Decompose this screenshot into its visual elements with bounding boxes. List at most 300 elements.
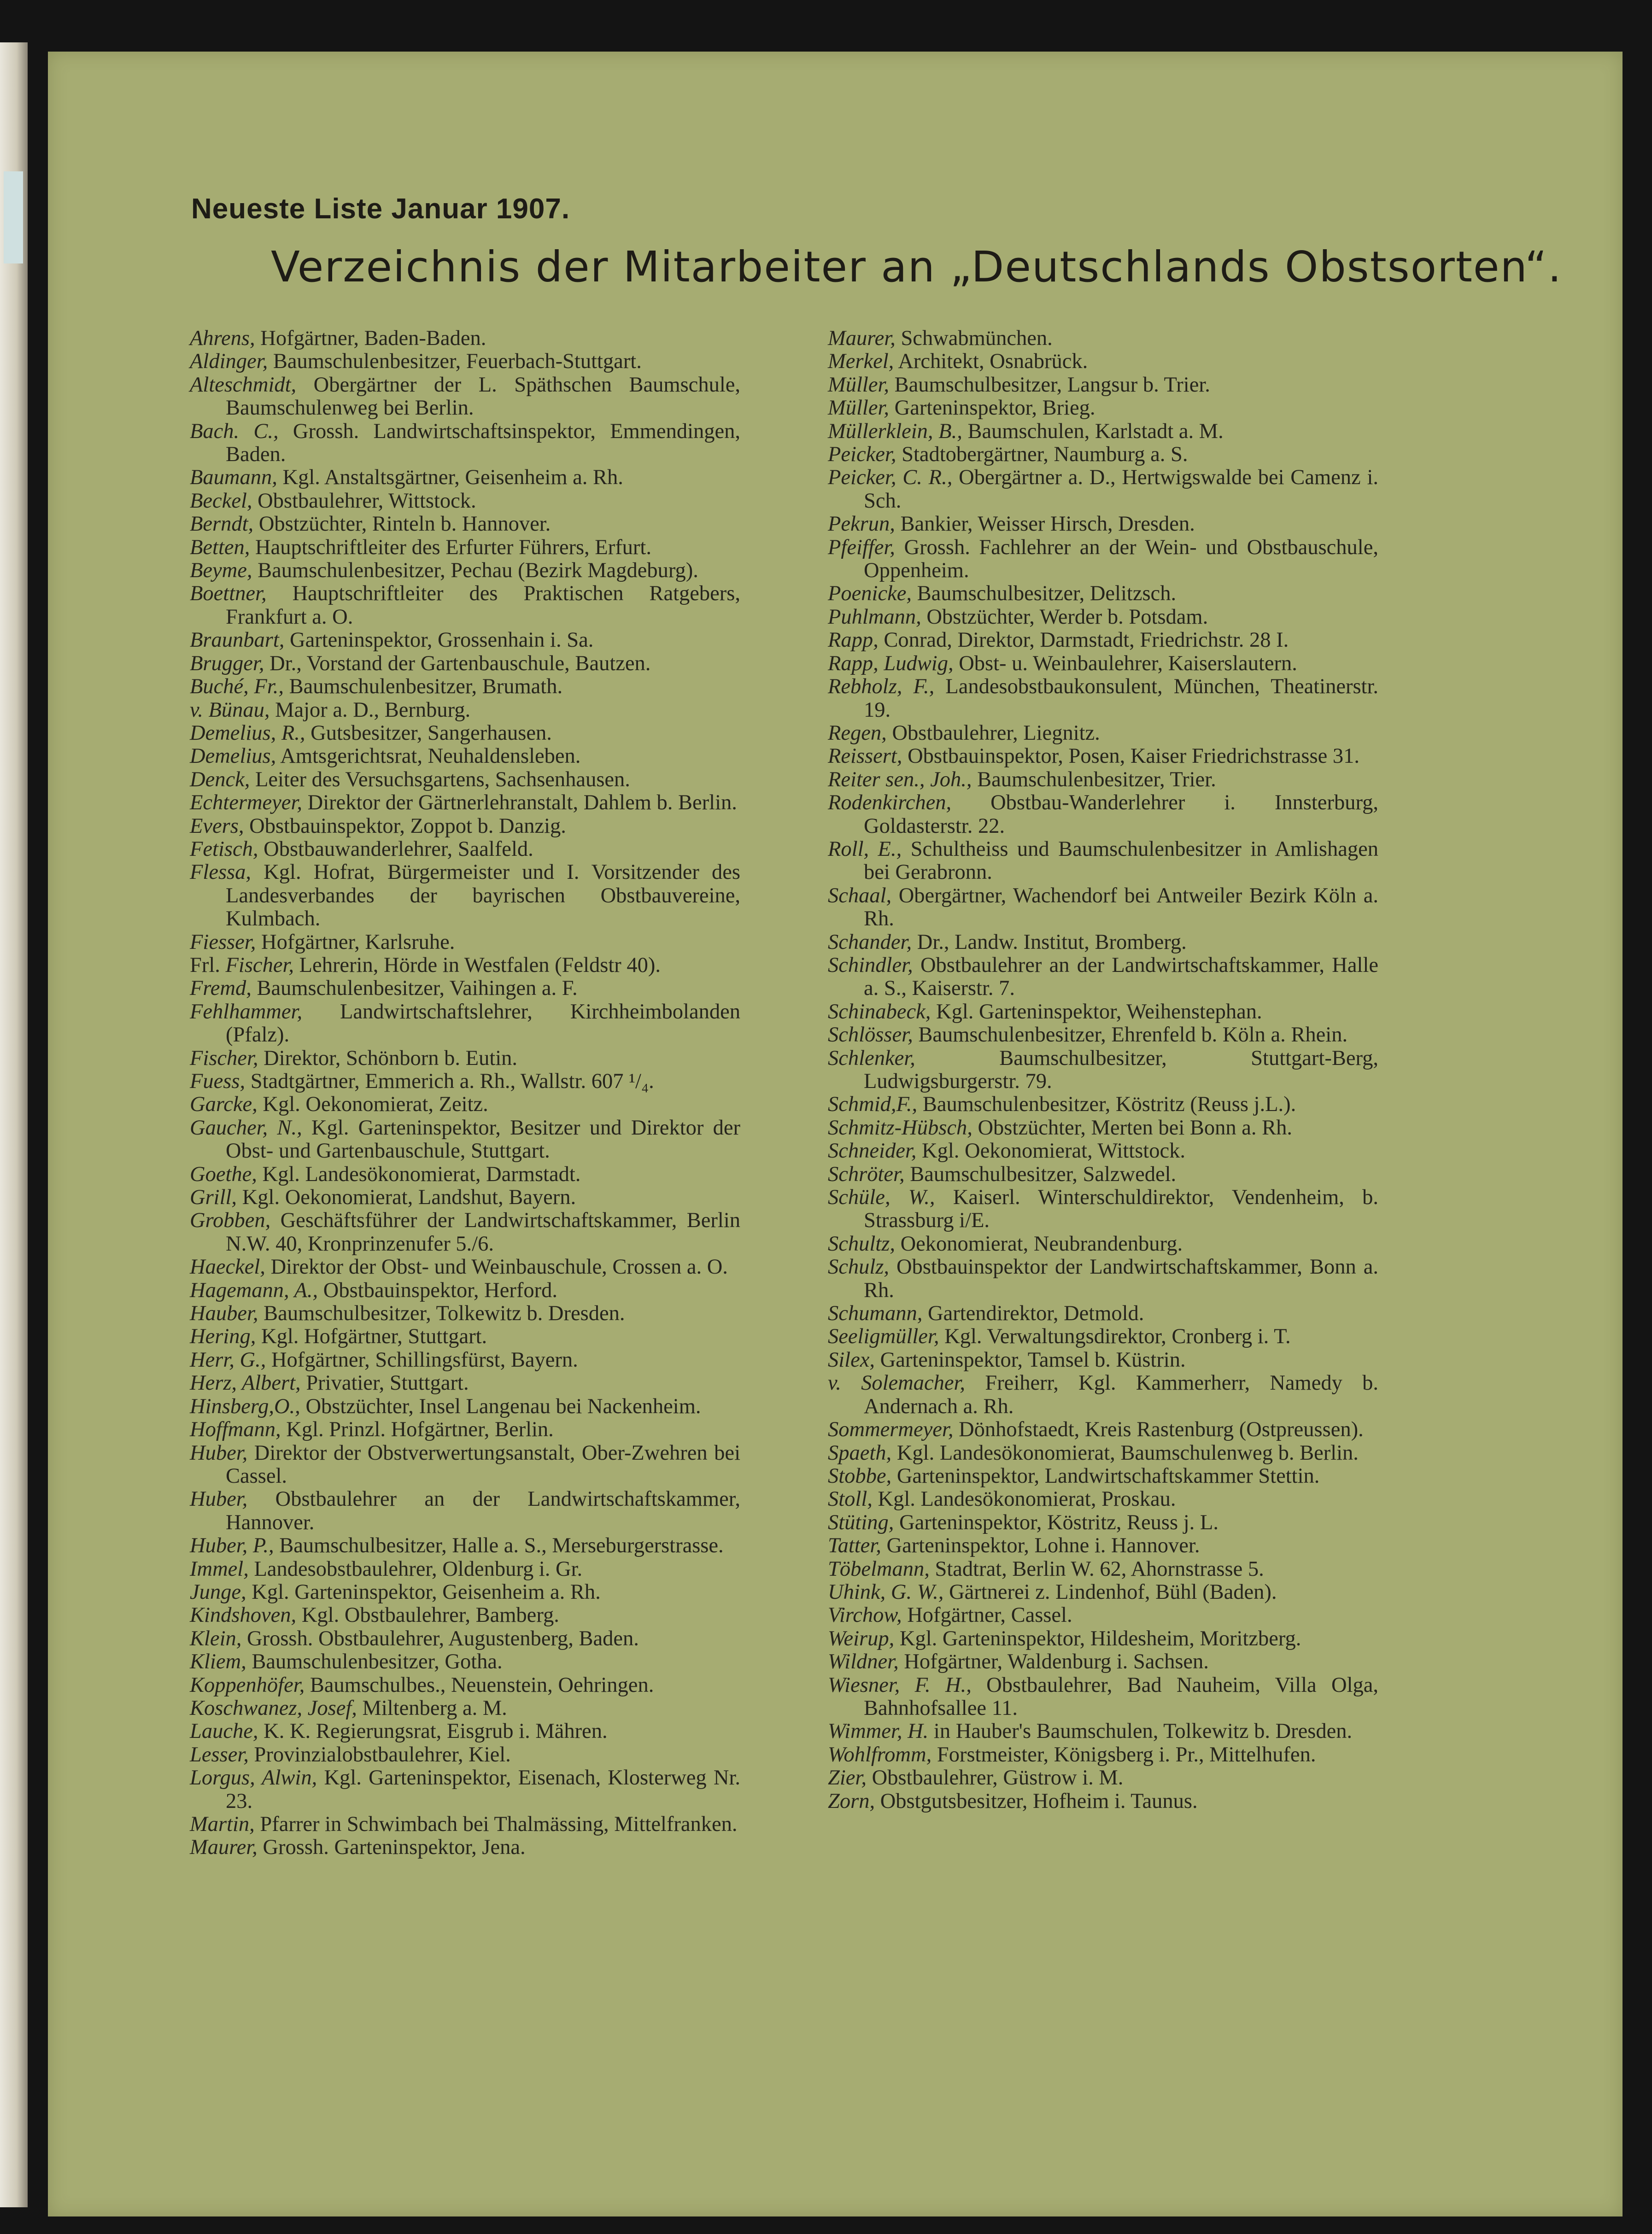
contributor-name: Denck,	[190, 767, 250, 791]
contributor-entry	[828, 838, 1378, 884]
contributor-name: Schultz,	[828, 1232, 895, 1256]
contributor-details: Obstbauinspektor, Herford.	[318, 1278, 557, 1302]
contributor-details: Dönhofstaedt, Kreis Rastenburg (Ostpreussen).	[953, 1418, 1364, 1442]
contributor-name: Peicker,	[828, 443, 896, 467]
contributor-entry	[828, 397, 1378, 420]
contributor-name: Fehlhammer,	[190, 1000, 303, 1023]
contributor-name: Fremd,	[190, 977, 252, 1000]
contributor-details: Garteninspektor, Köstritz, Reuss j. L.	[894, 1510, 1218, 1534]
contributor-name: Lesser,	[190, 1743, 249, 1766]
contributor-entry	[190, 1720, 740, 1743]
contributor-entry	[828, 1465, 1378, 1488]
contributor-name: Braunbart,	[190, 628, 285, 652]
contributor-details: Hofgärtner, Waldenburg i. Sachsen.	[898, 1650, 1209, 1674]
contributor-name: Virchow,	[828, 1603, 902, 1627]
contributor-name: Demelius,	[190, 744, 276, 768]
contributor-details: Bankier, Weisser Hirsch, Dresden.	[895, 512, 1195, 536]
list-date-header: Neueste Liste Januar 1907.	[191, 193, 570, 225]
contributor-entry	[828, 536, 1378, 583]
contributor-details: Obstbaulehrer, Wittstock.	[252, 489, 476, 513]
contributor-entry	[190, 1325, 740, 1348]
contributor-name: Sommermeyer,	[828, 1418, 954, 1442]
contributor-name: Uhink, G. W.,	[828, 1580, 944, 1604]
contributor-details: Kgl. Oekonomierat, Wittstock.	[916, 1139, 1185, 1163]
contributor-details: Kgl. Oekonomierat, Zeitz.	[257, 1093, 488, 1117]
contributor-entry	[828, 1418, 1378, 1441]
contributor-entry	[828, 350, 1378, 373]
contributor-name: Goethe,	[190, 1162, 257, 1186]
contributor-details: Pfarrer in Schwimbach bei Thalmässing, Mittelfranken.	[254, 1813, 738, 1836]
contributor-details: Leiter des Versuchsgartens, Sachsenhausen.	[250, 767, 630, 791]
page-title: Verzeichnis der Mitarbeiter an „Deutschlands Obstsorten“.	[271, 242, 1563, 292]
contributor-details: Obergärtner a. D., Hertwigswalde bei Camenz i. Sch.	[864, 466, 1378, 513]
contributor-details: Gutsbesitzer, Sangerhausen.	[305, 721, 552, 745]
contributor-details: Garteninspektor, Grossenhain i. Sa.	[284, 628, 594, 652]
contributor-entry	[828, 1023, 1378, 1047]
contributor-name: Rebholz, F.,	[828, 675, 935, 699]
contributor-entry	[190, 1674, 740, 1697]
contributor-entry	[828, 1558, 1378, 1581]
contributor-entry	[190, 1349, 740, 1372]
contributor-details: Kgl. Prinzl. Hofgärtner, Berlin.	[281, 1418, 554, 1442]
contributor-details: Obstgutsbesitzer, Hofheim i. Taunus.	[875, 1789, 1198, 1813]
contributor-name: Weirup,	[828, 1626, 895, 1650]
contributor-name: Huber,	[190, 1441, 248, 1465]
contributor-name: Alteschmidt,	[190, 373, 297, 397]
contributor-name: Schneider,	[828, 1139, 917, 1163]
contributor-entry	[190, 1627, 740, 1650]
contributor-name: Fetisch,	[190, 837, 258, 861]
contributor-details: Amtsgerichtsrat, Neuhaldensleben.	[276, 744, 581, 768]
contributor-details: Kgl. Garteninspektor, Geisenheim a. Rh.	[246, 1580, 601, 1604]
contributor-details: Baumschulbesitzer, Delitzsch.	[912, 582, 1177, 606]
contributor-name: Reissert,	[828, 744, 902, 768]
contributor-entry	[190, 1279, 740, 1302]
entry-prefix: Frl.	[190, 953, 226, 977]
contributor-entry	[828, 513, 1378, 536]
contributor-entry	[190, 1047, 740, 1070]
contributor-entry	[828, 1442, 1378, 1465]
contributor-details: K. K. Regierungsrat, Eisgrub i. Mähren.	[258, 1719, 608, 1743]
contributor-name: Tatter,	[828, 1534, 881, 1558]
contributor-entry	[190, 977, 740, 1000]
contributor-entry	[828, 1650, 1378, 1673]
contributor-entry	[190, 1766, 740, 1813]
contributor-name: Hoffmann,	[190, 1418, 281, 1442]
contributor-entry	[828, 931, 1378, 954]
contributor-details: Major a. D., Bernburg.	[269, 698, 471, 722]
contributor-entry	[190, 768, 740, 791]
contributor-details: Freiherr, Kgl. Kammerherr, Namedy b. Andernach a. Rh.	[864, 1371, 1378, 1418]
contributor-entry	[828, 1047, 1378, 1094]
contributor-entry	[190, 582, 740, 629]
contributor-name: Rapp,	[828, 628, 879, 652]
contributor-details: Kgl. Verwaltungsdirektor, Cronberg i. T.	[939, 1325, 1291, 1349]
contributor-name: Boettner,	[190, 582, 267, 606]
contributor-name: Zorn,	[828, 1789, 875, 1813]
contributor-details: Baumschulbesitzer, Tolkewitz b. Dresden.	[258, 1302, 625, 1326]
contributor-details: Baumschulenbesitzer, Trier.	[972, 767, 1216, 791]
contributor-entry	[828, 606, 1378, 629]
contributor-entry	[828, 1488, 1378, 1511]
contributor-name: Schröter,	[828, 1162, 905, 1186]
contributor-details: in Hauber's Baumschulen, Tolkewitz b. Dresden.	[928, 1719, 1353, 1743]
contributor-entry	[828, 954, 1378, 1000]
contributor-entry	[828, 1000, 1378, 1023]
contributor-details: Direktor, Schönborn b. Eutin.	[258, 1046, 518, 1070]
contributor-entry	[190, 1418, 740, 1441]
contributor-name: Rapp, Ludwig,	[828, 651, 954, 675]
contributor-details: Obstbaulehrer, Bad Nauheim, Villa Olga, Bahnhofsallee 11.	[864, 1673, 1379, 1720]
contributor-entry	[828, 652, 1378, 675]
contributor-entry	[190, 466, 740, 489]
contributor-entry	[190, 327, 740, 350]
contributor-name: Hinsberg,O.,	[190, 1394, 300, 1418]
contributor-entry	[190, 1372, 740, 1395]
contributor-entry	[828, 1627, 1378, 1650]
contributor-name: Koppenhöfer,	[190, 1673, 305, 1697]
contributor-entry	[190, 1209, 740, 1256]
contributor-details: Baumschulenbesitzer, Vaihingen a. F.	[251, 977, 578, 1000]
contributor-details: Garteninspektor, Tamsel b. Küstrin.	[875, 1348, 1186, 1372]
contributor-name: Maurer,	[190, 1836, 258, 1860]
contributor-name: Hauber,	[190, 1302, 258, 1326]
contributor-details: Baumschulen, Karlstadt a. M.	[962, 419, 1224, 443]
contributor-details: Hauptschriftleiter des Praktischen Ratgebers, Frankfurt a. O.	[226, 582, 740, 629]
contributor-details: Hofgärtner, Baden-Baden.	[255, 327, 486, 350]
contributor-entry	[190, 954, 740, 977]
contributor-details: Forstmeister, Königsberg i. Pr., Mittelhufen.	[931, 1743, 1316, 1766]
contributor-name: Wildner,	[828, 1650, 899, 1674]
contributor-name: Gaucher, N.,	[190, 1116, 302, 1140]
contributor-name: Garcke,	[190, 1093, 258, 1117]
contributor-details: Baumschulbesitzer, Langsur b. Trier.	[889, 373, 1210, 397]
contributor-entry	[190, 629, 740, 652]
contributor-entry	[190, 420, 740, 467]
contributor-name: Berndt,	[190, 512, 254, 536]
contributor-entry	[190, 815, 740, 838]
contributor-name: Schüle, W.,	[828, 1186, 935, 1210]
contributor-entry	[190, 490, 740, 513]
contributor-entry	[190, 838, 740, 861]
contributor-details: Kgl. Oekonomierat, Landshut, Bayern.	[237, 1186, 576, 1210]
contributor-name: Spaeth,	[828, 1441, 892, 1465]
contributor-details: Grossh. Landwirtschaftsinspektor, Emmendingen, Baden.	[226, 419, 741, 467]
contributor-details: Geschäftsführer der Landwirtschaftskammer, Berlin N.W. 40, Kronprinzenufer 5./6.	[226, 1209, 740, 1256]
contributor-details: Landesobstbaulehrer, Oldenburg i. Gr.	[248, 1557, 583, 1581]
contributor-name: Müllerklein, B.,	[828, 419, 962, 443]
contributor-entry	[828, 1302, 1378, 1325]
contributor-entry	[190, 1395, 740, 1418]
contributor-entry	[190, 699, 740, 722]
contributor-details: Baumschulbesitzer, Salzwedel.	[904, 1162, 1177, 1186]
contributor-entry	[828, 1581, 1378, 1604]
contributor-details: Garteninspektor, Lohne i. Hannover.	[881, 1534, 1200, 1558]
contributor-details: Schultheiss und Baumschulenbesitzer in Amlishagen bei Gerabronn.	[864, 837, 1378, 884]
contributor-entry	[190, 1604, 740, 1627]
contributor-entry	[190, 1000, 740, 1047]
contributor-entry	[190, 1163, 740, 1186]
contributor-details: Kgl. Obstbaulehrer, Bamberg.	[296, 1603, 559, 1627]
contributor-name: Bach. C.,	[190, 419, 279, 443]
contributor-name: Echtermeyer,	[190, 791, 303, 815]
contributor-details: Kgl. Garteninspektor, Weihenstephan.	[931, 1000, 1262, 1023]
contributor-details: Provinzialobstbaulehrer, Kiel.	[248, 1743, 511, 1766]
contributor-details: Kgl. Landesökonomierat, Darmstadt.	[257, 1162, 581, 1186]
contributor-entry	[828, 1720, 1378, 1743]
contributor-name: Buché, Fr.,	[190, 675, 284, 699]
contributor-entry	[828, 1604, 1378, 1627]
contributor-details: Schwabmünchen.	[895, 327, 1053, 350]
contributor-entry	[828, 1534, 1378, 1557]
contributor-name: Schumann,	[828, 1302, 923, 1326]
contributor-entry	[190, 745, 740, 768]
contributor-details: Baumschulenbesitzer, Feuerbach-Stuttgart.	[268, 350, 642, 374]
contributor-entry	[190, 722, 740, 745]
contributor-details: Obstbauinspektor, Posen, Kaiser Friedrichstrasse 31.	[902, 744, 1359, 768]
contributor-entry	[190, 559, 740, 582]
contributor-name: Wiesner, F. H.,	[828, 1673, 972, 1697]
contributor-name: Puhlmann,	[828, 605, 921, 629]
contributor-entry	[828, 466, 1378, 513]
contributor-name: Evers,	[190, 814, 244, 838]
contributor-details: Garteninspektor, Landwirtschaftskammer Stettin.	[891, 1464, 1320, 1488]
contributor-name: Brugger,	[190, 651, 264, 675]
contributor-name: Immel,	[190, 1557, 249, 1581]
contributor-entry	[190, 931, 740, 954]
contributor-details: Kgl. Hofrat, Bürgermeister und I. Vorsitzender des Landesverbandes der bayrischen Obstbauvereine, Kulmbach.	[226, 860, 740, 931]
contributor-name: Schander,	[828, 930, 912, 954]
contributor-entry	[190, 1836, 740, 1859]
contributor-details: Kgl. Hofgärtner, Stuttgart.	[256, 1325, 487, 1349]
contributor-entry	[828, 791, 1378, 838]
contributor-details: Baumschulbesitzer, Stuttgart-Berg, Ludwigsburgerstr. 79.	[864, 1046, 1378, 1093]
contributor-entry	[828, 722, 1378, 745]
contributor-name: Schmid,F.,	[828, 1093, 918, 1117]
contributor-details: Landesobstbaukonsulent, München, Theatinerstr. 19.	[864, 675, 1378, 722]
contributor-entry	[828, 374, 1378, 397]
contributor-details: Obstbau-Wanderlehrer i. Innsterburg, Goldasterstr. 22.	[864, 791, 1378, 838]
contributor-name: Schaal,	[828, 883, 892, 907]
contributor-name: v. Solemacher,	[828, 1371, 966, 1395]
contributor-entry	[190, 1070, 740, 1093]
contributor-details: Gartendirektor, Detmold.	[922, 1302, 1144, 1326]
contributor-name: Flessa,	[190, 860, 252, 884]
contributor-entry	[190, 1093, 740, 1116]
contributor-name: Schlenker,	[828, 1046, 915, 1070]
contributor-name: Roll, E.,	[828, 837, 902, 861]
contributor-details: Obstzüchter, Rinteln b. Hannover.	[253, 512, 551, 536]
contributor-name: Schmitz-Hübsch,	[828, 1116, 972, 1140]
contributor-name: Huber, P.,	[190, 1534, 274, 1558]
contributor-details: Obstzüchter, Merten bei Bonn a. Rh.	[972, 1116, 1293, 1140]
contributor-entry	[190, 1581, 740, 1604]
contributor-details: Obergärtner, Wachendorf bei Antweiler Bezirk Köln a. Rh.	[864, 883, 1378, 931]
contributor-name: Pekrun,	[828, 512, 895, 536]
contributor-details: Obstbaulehrer, Güstrow i. M.	[867, 1766, 1124, 1790]
contributor-entry	[190, 1558, 740, 1581]
contributor-entry	[828, 1325, 1378, 1348]
contributor-entry	[828, 1186, 1378, 1233]
contributor-entry	[828, 420, 1378, 443]
contributor-details: Stadtobergärtner, Naumburg a. S.	[896, 443, 1188, 467]
contributor-details: Grossh. Garteninspektor, Jena.	[257, 1836, 526, 1860]
contributor-details: Baumschulenbesitzer, Pechau (Bezirk Magdeburg).	[252, 559, 698, 583]
contributor-name: Silex,	[828, 1348, 875, 1372]
contributor-name: Baumann,	[190, 466, 277, 490]
contributor-details: Kgl. Landesökonomierat, Baumschulenweg b. Berlin.	[891, 1441, 1359, 1465]
contributor-entry	[190, 1186, 740, 1209]
adjacent-page-edge	[0, 42, 28, 2207]
contributor-details: Stadtgärtner, Emmerich a. Rh., Wallstr. 607 ¹/₄.	[245, 1070, 654, 1093]
contributor-entry	[828, 1766, 1378, 1790]
contributor-entry	[828, 1790, 1378, 1813]
contributor-entry	[828, 1743, 1378, 1766]
contributor-name: Schinabeck,	[828, 1000, 931, 1023]
contributor-entry	[828, 1140, 1378, 1163]
contributor-name: Klein,	[190, 1626, 242, 1650]
contributor-details: Baumschulenbesitzer, Gotha.	[246, 1650, 503, 1674]
contributor-name: Martin,	[190, 1813, 255, 1836]
contributor-entry	[190, 1442, 740, 1488]
contributor-details: Direktor der Obstverwertungsanstalt, Ober-Zwehren bei Cassel.	[226, 1441, 740, 1488]
contributor-details: Dr., Landw. Institut, Bromberg.	[912, 930, 1187, 954]
contributor-name: Stüting,	[828, 1510, 894, 1534]
contributor-details: Direktor der Obst- und Weinbauschule, Crossen a. O.	[265, 1255, 728, 1279]
contributor-entry	[828, 1256, 1378, 1302]
contributor-name: Fischer,	[225, 953, 294, 977]
contributor-entry	[190, 1697, 740, 1720]
contributor-name: Schlösser,	[828, 1023, 913, 1047]
contributor-name: Junge,	[190, 1580, 246, 1604]
contributor-details: Kgl. Anstaltsgärtner, Geisenheim a. Rh.	[277, 466, 623, 490]
page-tab-marker	[4, 171, 23, 263]
contributor-details: Hofgärtner, Cassel.	[902, 1603, 1072, 1627]
contributor-details: Baumschulenbesitzer, Brumath.	[284, 675, 563, 699]
contributor-name: Aldinger,	[190, 350, 268, 374]
contributor-name: Ahrens,	[190, 327, 255, 350]
contributor-name: Kindshoven,	[190, 1603, 297, 1627]
contributor-details: Hofgärtner, Karlsruhe.	[256, 930, 455, 954]
contributor-entry	[828, 1511, 1378, 1534]
contributor-details: Obergärtner der L. Späthschen Baumschule, Baumschulenweg bei Berlin.	[226, 373, 740, 420]
contributor-name: Huber,	[190, 1487, 248, 1511]
contributor-entry	[828, 768, 1378, 791]
contributor-entry	[190, 350, 740, 373]
contributor-name: Peicker, C. R.,	[828, 466, 953, 490]
contributor-details: Landwirtschaftslehrer, Kirchheimbolanden (Pfalz).	[226, 1000, 740, 1047]
contributor-entry	[828, 1093, 1378, 1116]
contributor-name: Maurer,	[828, 327, 896, 350]
contributor-entry	[190, 1488, 740, 1534]
contributor-entry	[828, 1117, 1378, 1140]
contributor-details: Stadtrat, Berlin W. 62, Ahornstrasse 5.	[929, 1557, 1264, 1581]
contributor-details: Obstbaulehrer, Liegnitz.	[886, 721, 1100, 745]
contributor-name: Fischer,	[190, 1046, 258, 1070]
contributor-details: Gärtnerei z. Lindenhof, Bühl (Baden).	[943, 1580, 1277, 1604]
contributor-details: Garteninspektor, Brieg.	[889, 396, 1095, 420]
contributor-name: Töbelmann,	[828, 1557, 930, 1581]
contributor-name: Hering,	[190, 1325, 256, 1349]
contributor-name: Lorgus, Alwin,	[190, 1766, 317, 1790]
contributor-name: Merkel,	[828, 350, 894, 374]
contributor-details: Miltenberg a. M.	[357, 1696, 507, 1720]
contributor-entry	[828, 443, 1378, 466]
contributor-entry	[828, 675, 1378, 722]
contributor-details: Privatier, Stuttgart.	[300, 1371, 469, 1395]
contributor-entry	[190, 1650, 740, 1673]
contributor-details: Baumschulbes., Neuenstein, Oehringen.	[305, 1673, 654, 1697]
contributor-entry	[828, 582, 1378, 605]
contributor-details: Baumschulenbesitzer, Ehrenfeld b. Köln a. Rhein.	[913, 1023, 1348, 1047]
contributor-name: Regen,	[828, 721, 887, 745]
contributor-entry	[190, 374, 740, 420]
contributor-entry	[828, 327, 1378, 350]
contributor-name: Schulz,	[828, 1255, 890, 1279]
contributor-details: Baumschulbesitzer, Halle a. S., Merseburgerstrasse.	[274, 1534, 724, 1558]
contributor-entry	[190, 536, 740, 559]
contributor-entry	[190, 861, 740, 930]
contributor-details: Dr., Vorstand der Gartenbauschule, Bautzen.	[264, 651, 651, 675]
contributor-entry	[190, 1743, 740, 1766]
contributor-details: Lehrerin, Hörde in Westfalen (Feldstr 40).	[294, 953, 661, 977]
contributor-details: Obstzüchter, Werder b. Potsdam.	[921, 605, 1208, 629]
contributor-entry	[190, 675, 740, 698]
contributor-details: Kgl. Garteninspektor, Hildesheim, Moritzberg.	[894, 1626, 1301, 1650]
contributor-details: Obstbaulehrer an der Landwirtschaftskammer, Hannover.	[226, 1487, 740, 1534]
contributor-details: Obstbauinspektor der Landwirtschaftskammer, Bonn a. Rh.	[864, 1255, 1378, 1302]
contributor-details: Baumschulenbesitzer, Köstritz (Reuss j.L.).	[917, 1093, 1296, 1117]
contributor-entry	[828, 629, 1378, 652]
contributor-entry	[190, 1302, 740, 1325]
contributor-name: Seeligmüller,	[828, 1325, 939, 1349]
contributor-entry	[190, 791, 740, 814]
contributor-details: Grossh. Fachlehrer an der Wein- und Obstbauschule, Oppenheim.	[864, 535, 1378, 583]
contributor-details: Hofgärtner, Schillingsfürst, Bayern.	[266, 1348, 578, 1372]
contributor-name: Beckel,	[190, 489, 252, 513]
contributor-name: Pfeiffer,	[828, 535, 895, 559]
contributor-entry	[828, 745, 1378, 768]
contributor-details: Oekonomierat, Neubrandenburg.	[895, 1232, 1183, 1256]
contributor-entry	[828, 1233, 1378, 1256]
contributor-name: Müller,	[828, 373, 890, 397]
contributor-name: Fiesser,	[190, 930, 256, 954]
contributor-details: Direktor der Gärtnerlehranstalt, Dahlem b. Berlin.	[302, 791, 737, 815]
contributor-name: Lauche,	[190, 1719, 258, 1743]
contributor-name: Reiter sen., Joh.,	[828, 767, 972, 791]
contributor-entry	[190, 1256, 740, 1279]
contributor-details: Conrad, Direktor, Darmstadt, Friedrichstr. 28 I.	[878, 628, 1289, 652]
left-column	[190, 327, 740, 1860]
right-column	[828, 327, 1378, 1813]
contributor-entry	[190, 1534, 740, 1557]
contributor-entry	[828, 1349, 1378, 1372]
contributor-details: Kgl. Garteninspektor, Besitzer und Direktor der Obst- und Gartenbauschule, Stuttgart.	[226, 1116, 740, 1163]
contributor-name: Fuess,	[190, 1070, 246, 1093]
contributor-details: Obst- u. Weinbaulehrer, Kaiserslautern.	[953, 651, 1297, 675]
contributor-name: Wohlfromm,	[828, 1743, 932, 1766]
contributor-name: Demelius, R.,	[190, 721, 305, 745]
contributor-entry	[190, 652, 740, 675]
contributor-details: Obstbauinspektor, Zoppot b. Danzig.	[244, 814, 566, 838]
contributor-name: Poenicke,	[828, 582, 912, 606]
contributor-name: Zier,	[828, 1766, 867, 1790]
contributor-details: Hauptschriftleiter des Erfurter Führers, Erfurt.	[250, 535, 651, 559]
contributor-details: Kgl. Landesökonomierat, Proskau.	[872, 1487, 1176, 1511]
contributor-name: Haeckel,	[190, 1255, 265, 1279]
contributor-name: v. Bünau,	[190, 698, 270, 722]
contributor-name: Wimmer, H.	[828, 1719, 929, 1743]
